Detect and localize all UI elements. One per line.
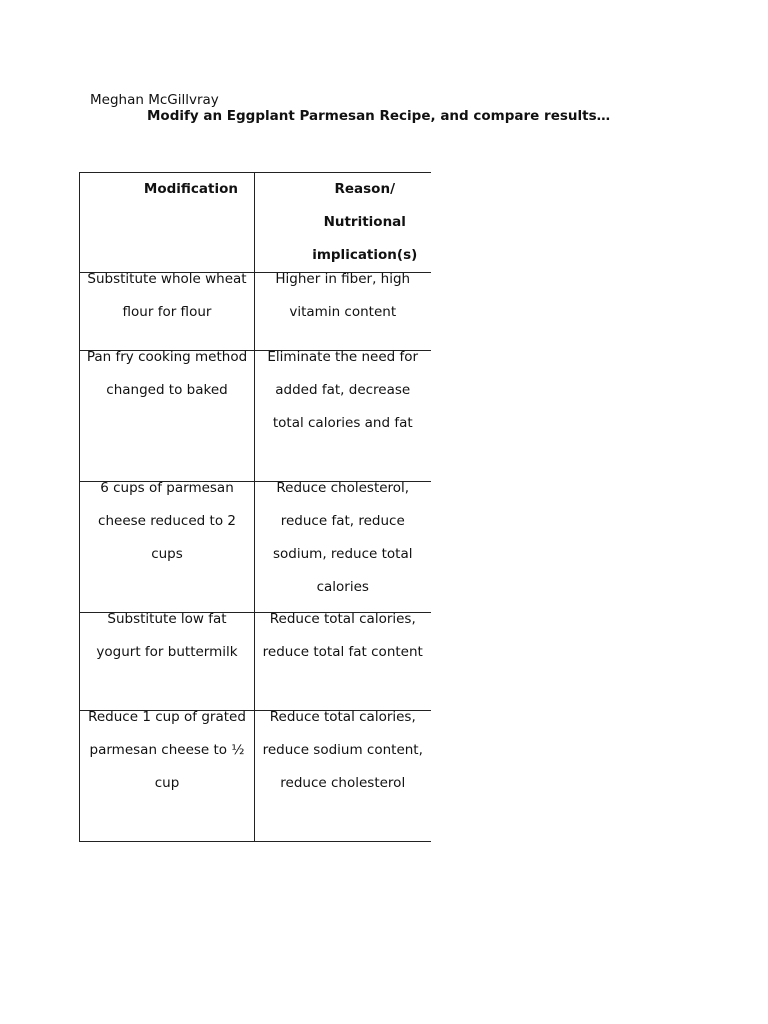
cell-reason — [255, 351, 431, 482]
document-title: Modify an Eggplant Parmesan Recipe, and compare results… — [147, 108, 611, 124]
cell-reason-text: Reduce cholesterol, reduce fat, reduce sodium, reduce total calories — [273, 480, 413, 595]
table-header-row — [80, 173, 431, 273]
table-row — [80, 351, 431, 482]
cell-modification — [80, 613, 255, 711]
cell-modification — [80, 482, 255, 613]
cell-modification-text: Substitute low fat yogurt for buttermilk — [96, 611, 238, 660]
cell-modification-text: Substitute whole wheat flour for flour — [87, 271, 247, 320]
cell-modification — [80, 711, 255, 842]
table-row — [80, 613, 431, 711]
cell-reason-text: Reduce total calories, reduce sodium content, reduce cholesterol — [262, 709, 423, 791]
cell-reason-text: Higher in fiber, high vitamin content — [275, 271, 411, 320]
cell-reason-text: Reduce total calories, reduce total fat content — [262, 611, 423, 660]
header-reason: Reason/ Nutritional implication(s) — [255, 173, 431, 273]
cell-reason — [255, 273, 431, 351]
table-row — [80, 711, 431, 842]
cell-modification — [80, 351, 255, 482]
table-row — [80, 273, 431, 351]
cell-modification — [80, 273, 255, 351]
cell-reason-text: Eliminate the need for added fat, decrease total calories and fat — [267, 349, 419, 431]
modifications-table — [79, 172, 431, 842]
cell-modification-text: 6 cups of parmesan cheese reduced to 2 cups — [98, 480, 236, 562]
header-modification: Modification — [80, 173, 255, 273]
cell-reason — [255, 613, 431, 711]
cell-reason — [255, 482, 431, 613]
cell-reason — [255, 711, 431, 842]
author-name: Meghan McGillvray — [90, 92, 219, 108]
cell-modification-text: Pan fry cooking method changed to baked — [86, 349, 248, 398]
cell-modification-text: Reduce 1 cup of grated parmesan cheese to ½ cup — [88, 709, 246, 791]
table-row — [80, 482, 431, 613]
